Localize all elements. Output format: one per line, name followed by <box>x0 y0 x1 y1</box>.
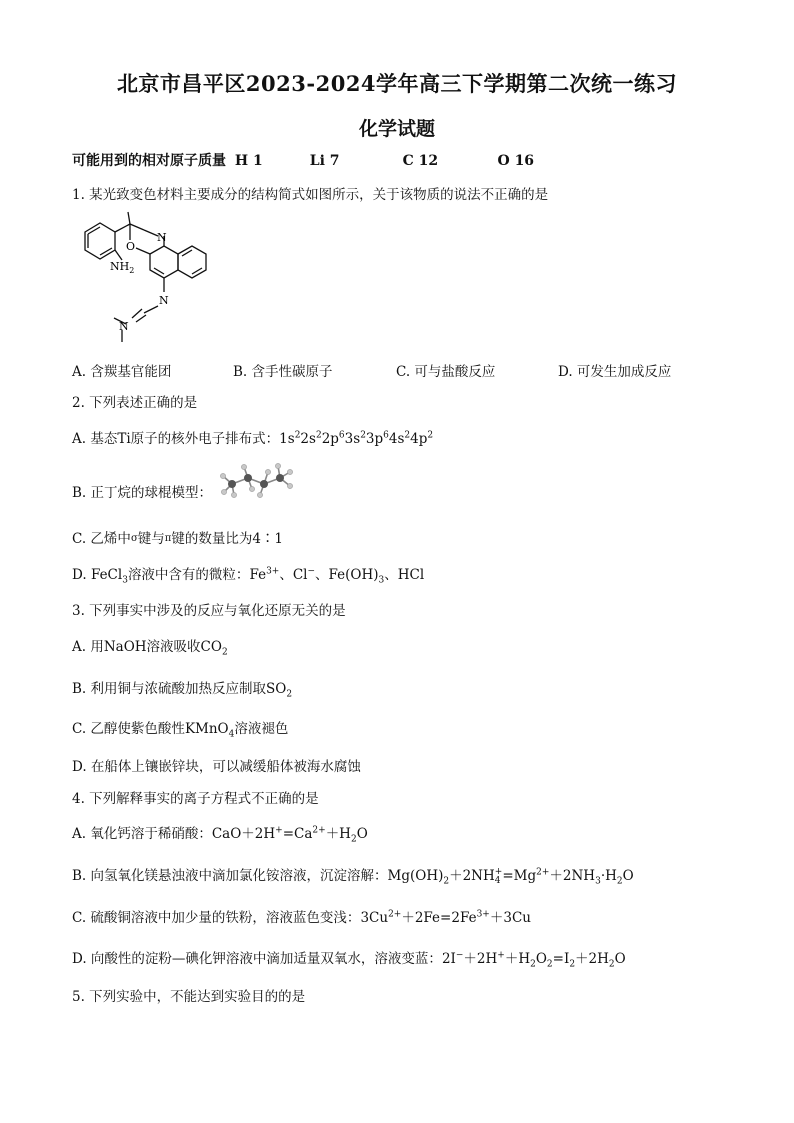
atomic-mass-line <box>72 150 534 170</box>
q1-option-c[interactable]: C. 可与盐酸反应 <box>396 364 496 380</box>
q3-stem: 3. 下列事实中涉及的反应与氧化还原无关的是 <box>72 603 346 619</box>
n-imine-label: N <box>159 294 169 307</box>
q1-stem: 1. 某光致变色材料主要成分的结构简式如图所示，关于该物质的说法不正确的是 <box>72 187 549 203</box>
n-top-label: N <box>157 231 167 244</box>
n-amine-label: N <box>119 320 129 333</box>
q1-structure-diagram <box>70 210 240 345</box>
q3-option-d[interactable]: D. 在船体上镶嵌锌块，可以减缓船体被海水腐蚀 <box>72 759 361 775</box>
q4-option-d[interactable]: D. 向酸性的淀粉—碘化钾溶液中滴加适量双氧水，溶液变蓝：$2I^-+2H^++H_2O_2=I_2+2H_2O$ <box>72 950 626 970</box>
mass-c: C 12 <box>402 153 439 169</box>
q2-option-c[interactable]: C. 乙烯中σ键与π键的数量比为4∶1 <box>72 531 284 547</box>
butane-ball-stick-model <box>218 462 298 502</box>
exam-title: 北京市昌平区2023-2024学年高三下学期第二次统一练习 <box>116 71 678 96</box>
o-ring-label: O <box>126 240 136 253</box>
mass-li: Li 7 <box>309 153 340 169</box>
q4-option-c[interactable]: C. 硫酸铜溶液中加少量的铁粉，溶液蓝色变浅：$3Cu^{2+}+2Fe=2Fe^{3+}+3Cu$ <box>72 909 531 926</box>
q2-b-text: B. 正丁烷的球棍模型： <box>72 485 213 501</box>
benzene-ring-left <box>85 223 115 259</box>
q2-option-d[interactable]: D. FeCl$_3$溶液中含有的微粒：$Fe^{3+}$、Cl−、$Fe(OH)_3$、HCl <box>72 566 425 586</box>
atomic-mass-label: 可能用到的相对原子质量 <box>72 153 226 169</box>
q4-stem: 4. 下列解释事实的离子方程式不正确的是 <box>72 791 319 807</box>
q2-option-a[interactable] <box>72 427 433 447</box>
q1-option-d[interactable]: D. 可发生加成反应 <box>558 364 672 380</box>
nh2-label: $NH_2$ <box>110 260 135 275</box>
q1-option-a[interactable]: A. 含羰基官能团 <box>72 364 172 380</box>
q4-b-equation: $Mg(OH)_2+2NH$ + 4 $=Mg^{2+}+2NH_3\cdot H_2O$ <box>387 866 634 887</box>
exam-subtitle: 化学试题 <box>358 118 435 140</box>
q5-stem: 5. 下列实验中，不能达到实验目的的是 <box>72 989 306 1005</box>
q3-option-a[interactable]: A. 用NaOH溶液吸收$CO_2$ <box>72 639 228 658</box>
ti-electron-config: $1s^22s^22p^63s^23p^64s^24p^2$ <box>279 430 434 447</box>
q4-c-equation: $3Cu^{2+}+2Fe=2Fe^{3+}+3Cu$ <box>360 909 531 926</box>
q4-a-equation: $CaO+2H^+=Ca^{2+}+H_2O$ <box>211 825 368 845</box>
q2-a-text: A. 基态Ti原子的核外电子排布式： <box>72 431 280 447</box>
mass-o: O 16 <box>497 153 535 169</box>
q1-options <box>0 360 794 380</box>
q4-d-equation: $2I^-+2H^++H_2O_2=I_2+2H_2O$ <box>441 950 626 970</box>
q2-stem: 2. 下列表述正确的是 <box>72 395 198 411</box>
q3-option-c[interactable]: C. 乙醇使紫色酸性KMnO$_4$溶液褪色 <box>72 721 289 740</box>
mass-h: H 1 <box>234 153 263 169</box>
q2-option-b[interactable] <box>72 481 212 501</box>
q4-option-a[interactable]: A. 氧化钙溶于稀硝酸：$CaO+2H^+=Ca^{2+}+H_2O$ <box>72 825 368 845</box>
q3-option-b[interactable]: B. 利用铜与浓硫酸加热反应制取$SO_2$ <box>72 681 293 700</box>
q1-option-b[interactable]: B. 含手性碳原子 <box>233 364 333 380</box>
q4-option-b[interactable]: B. 向氢氧化镁悬浊液中滴加氯化铵溶液，沉淀溶解：$Mg(OH)_2+2NH$ + 4 $=Mg^{2+}+2NH_3\cdot H_2O$ <box>72 866 634 887</box>
